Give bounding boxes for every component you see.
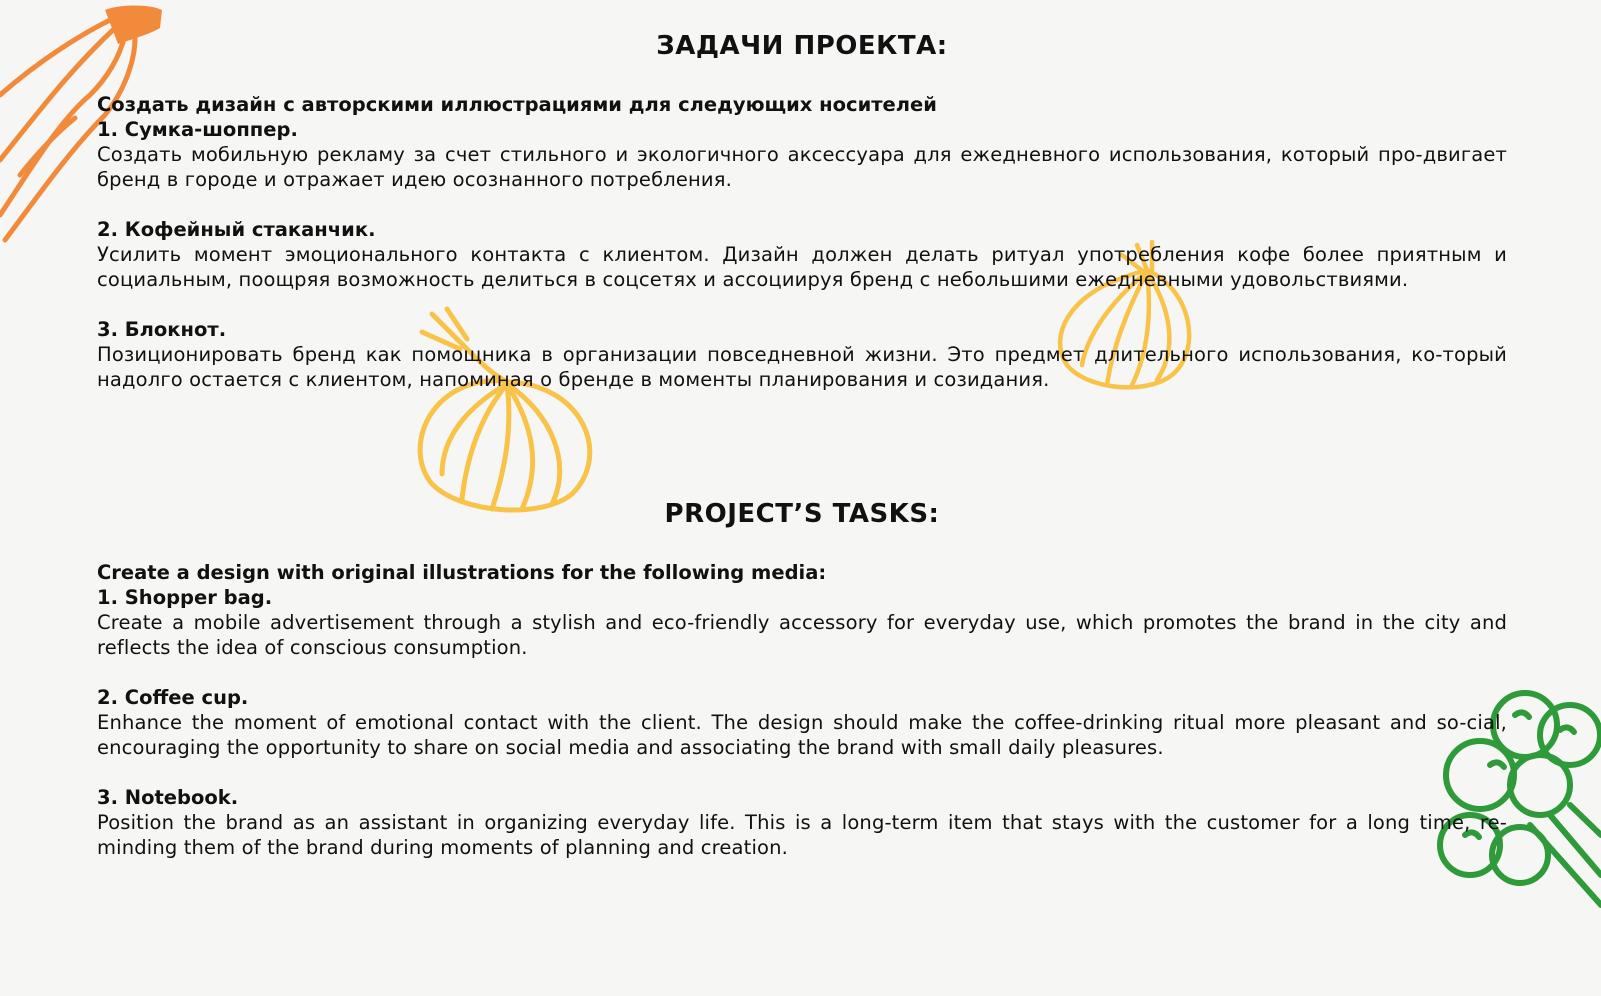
task-item-cup-ru — [97, 217, 1507, 292]
tasks-section-en — [97, 496, 1507, 885]
task-description: Position the brand as an assistant in organizing everyday life. This is a long-term item that stays with the customer for a long time, re-minding them of the brand during moments of planning and creation. — [97, 811, 1507, 859]
task-item-shopper-en — [97, 585, 1507, 660]
task-heading: 1. Сумка-шоппер. — [97, 118, 298, 141]
task-heading: 3. Блокнот. — [97, 318, 227, 341]
task-description: Усилить момент эмоционального контакта с клиентом. Дизайн должен делать ритуал употребления кофе более приятным и социальным, поощряя возможность делиться в соцсетях и ассоциируя бренд с небольшими ежедневными удовольствиями. — [97, 243, 1507, 291]
task-description: Позиционировать бренд как помощника в организации повседневной жизни. Это предмет длительного использования, ко-торый надолго остается с клиентом, напоминая о бренде в моменты планирования и созидания. — [97, 343, 1507, 391]
task-heading: 2. Coffee cup. — [97, 686, 249, 709]
task-description: Enhance the moment of emotional contact with the client. The design should make the coffee-drinking ritual more pleasant and so-cial, encouraging the opportunity to share on social media and associating the brand with small daily pleasures. — [97, 711, 1507, 759]
task-item-notebook-ru — [97, 317, 1507, 392]
section-title-en: PROJECT’S TASKS: — [664, 499, 940, 529]
section-title-ru: ЗАДАЧИ ПРОЕКТА: — [656, 31, 948, 61]
task-heading: 3. Notebook. — [97, 786, 239, 809]
task-heading: 2. Кофейный стаканчик. — [97, 218, 376, 241]
task-description: Создать мобильную рекламу за счет стильного и экологичного аксессуара для ежедневного использования, который про-двигает бренд в городе и отражает идею осознанного потребления. — [97, 143, 1507, 191]
task-item-shopper-ru — [97, 117, 1507, 192]
task-description: Create a mobile advertisement through a stylish and eco-friendly accessory for everyday use, which promotes the brand in the city and reflects the idea of conscious consumption. — [97, 611, 1507, 659]
task-heading: 1. Shopper bag. — [97, 586, 273, 609]
task-item-cup-en — [97, 685, 1507, 760]
task-item-notebook-en — [97, 785, 1507, 860]
intro-text-ru: Создать дизайн с авторскими иллюстрациями для следующих носителей — [97, 93, 937, 116]
tasks-section-ru — [97, 28, 1507, 417]
intro-text-en: Create a design with original illustrations for the following media: — [97, 561, 827, 584]
